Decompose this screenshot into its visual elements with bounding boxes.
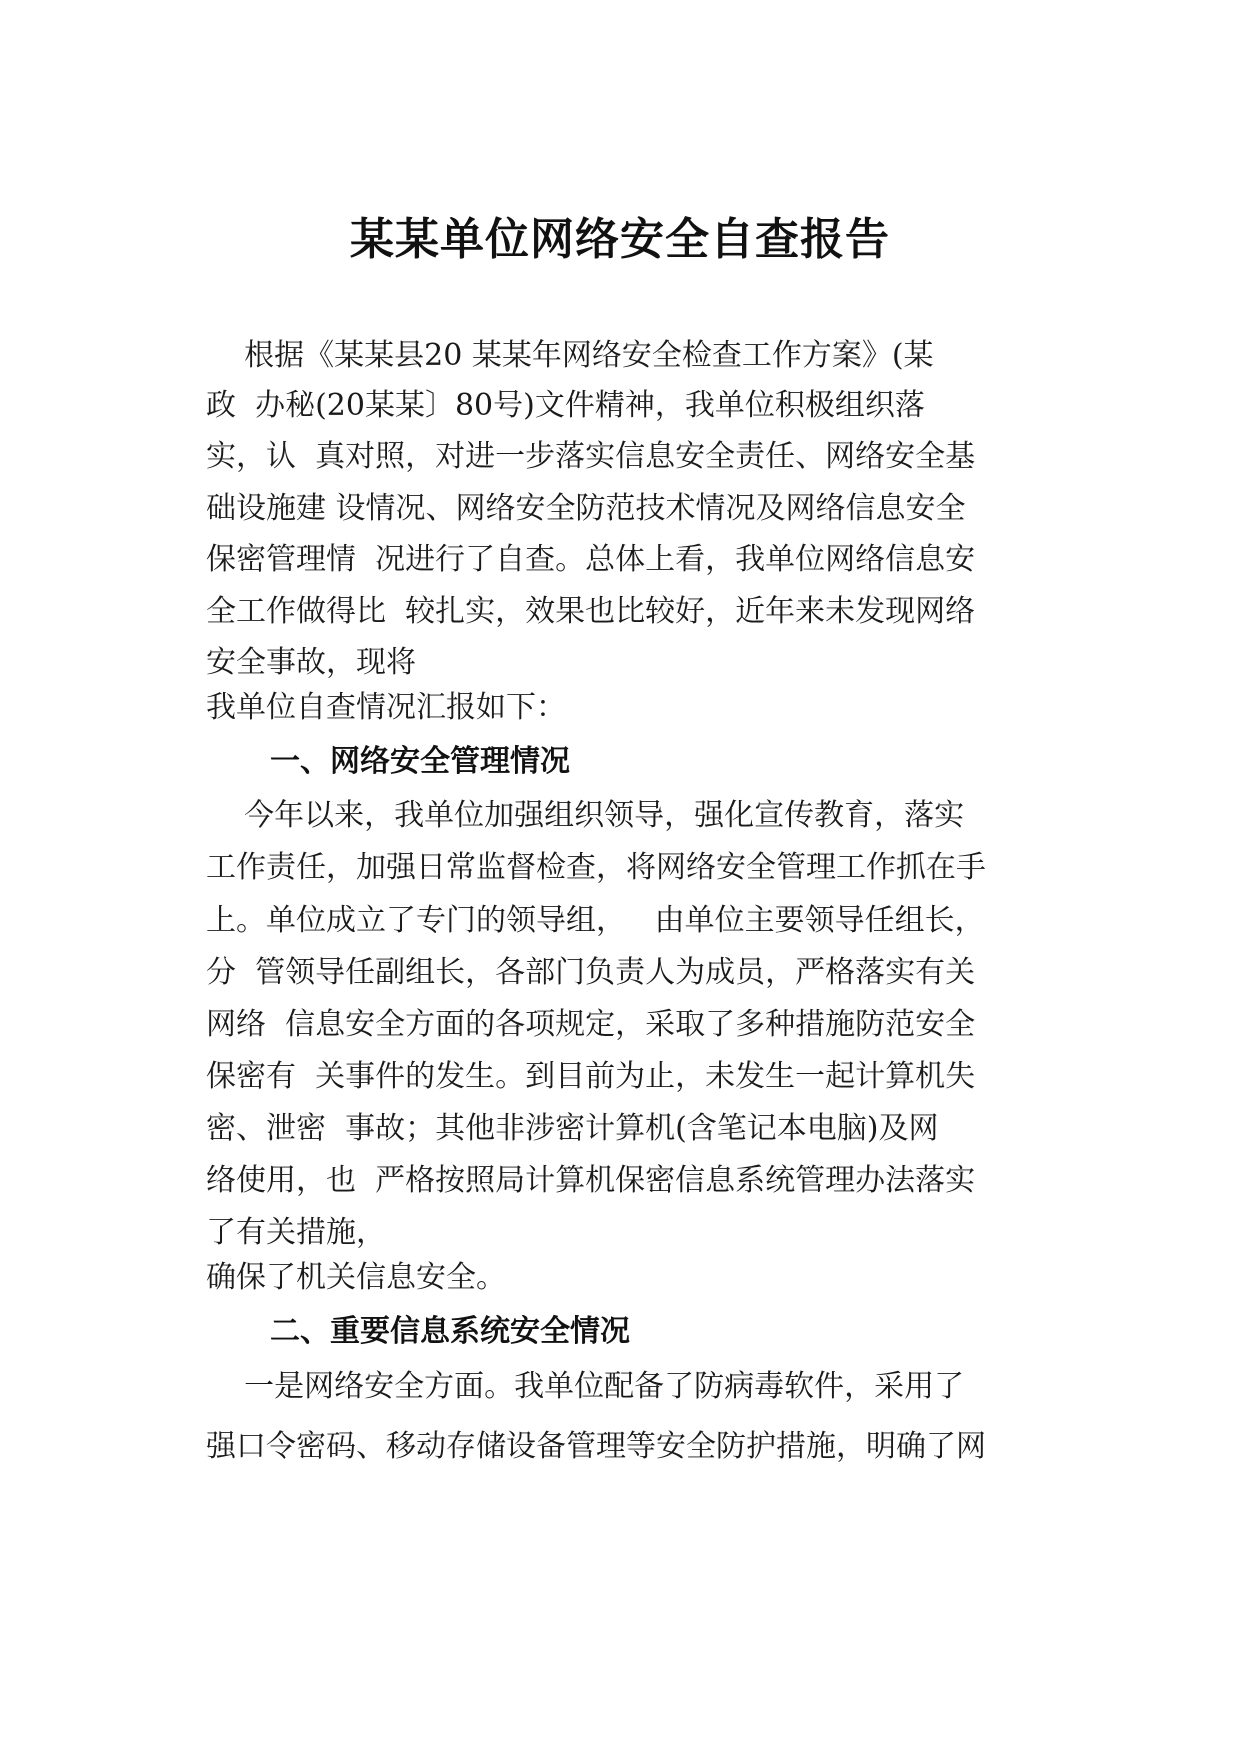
text-line: 络使用，也 严格按照局计算机保密信息系统管理办法落实 [206, 1163, 976, 1198]
text-line: 强口令密码、移动存储设备管理等安全防护措施，明确了网 [206, 1429, 986, 1464]
text-line: 网络 信息安全方面的各项规定，采取了多种措施防范安全 [206, 1007, 976, 1042]
text-line: 分 管领导任副组长，各部门负责人为成员，严格落实有关 [206, 955, 976, 990]
text-line: 保密有 关事件的发生。到目前为止，未发生一起计算机失 [206, 1059, 976, 1094]
text-line: 础设施建 设情况、网络安全防范技术情况及网络信息安全 [206, 491, 966, 526]
text-line: 保密管理情 况进行了自查。总体上看，我单位网络信息安 [206, 542, 976, 577]
text-line: 密、泄密 事故；其他非涉密计算机(含笔记本电脑)及网 [206, 1111, 939, 1146]
text-line: 了有关措施， [206, 1215, 386, 1250]
text-line: 一是网络安全方面。我单位配备了防病毒软件，采用了 [206, 1369, 965, 1404]
section-heading-important-systems-security: 二、重要信息系统安全情况 [270, 1314, 630, 1349]
text-line: 上。单位成立了专门的领导组， 由单位主要领导任组长， [206, 903, 985, 938]
text-line: 实，认 真对照，对进一步落实信息安全责任、网络安全基 [206, 439, 976, 474]
text-line: 今年以来，我单位加强组织领导，强化宣传教育，落实 [206, 798, 965, 833]
document-title: 某某单位网络安全自查报告 [350, 214, 890, 265]
text-line: 政 办秘(20某某〕80号)文件精神，我单位积极组织落 [206, 388, 925, 423]
text-line: 根据《某某县20 某某年网络安全检查工作方案》(某 [206, 338, 934, 373]
text-line: 安全事故，现将 [206, 645, 416, 680]
text-line: 全工作做得比 较扎实，效果也比较好，近年来未发现网络 [206, 594, 976, 629]
section-heading-network-security-management: 一、网络安全管理情况 [270, 744, 570, 779]
text-line: 确保了机关信息安全。 [206, 1260, 506, 1295]
text-line: 我单位自查情况汇报如下： [206, 690, 566, 725]
text-line: 工作责任，加强日常监督检查，将网络安全管理工作抓在手 [206, 850, 986, 885]
